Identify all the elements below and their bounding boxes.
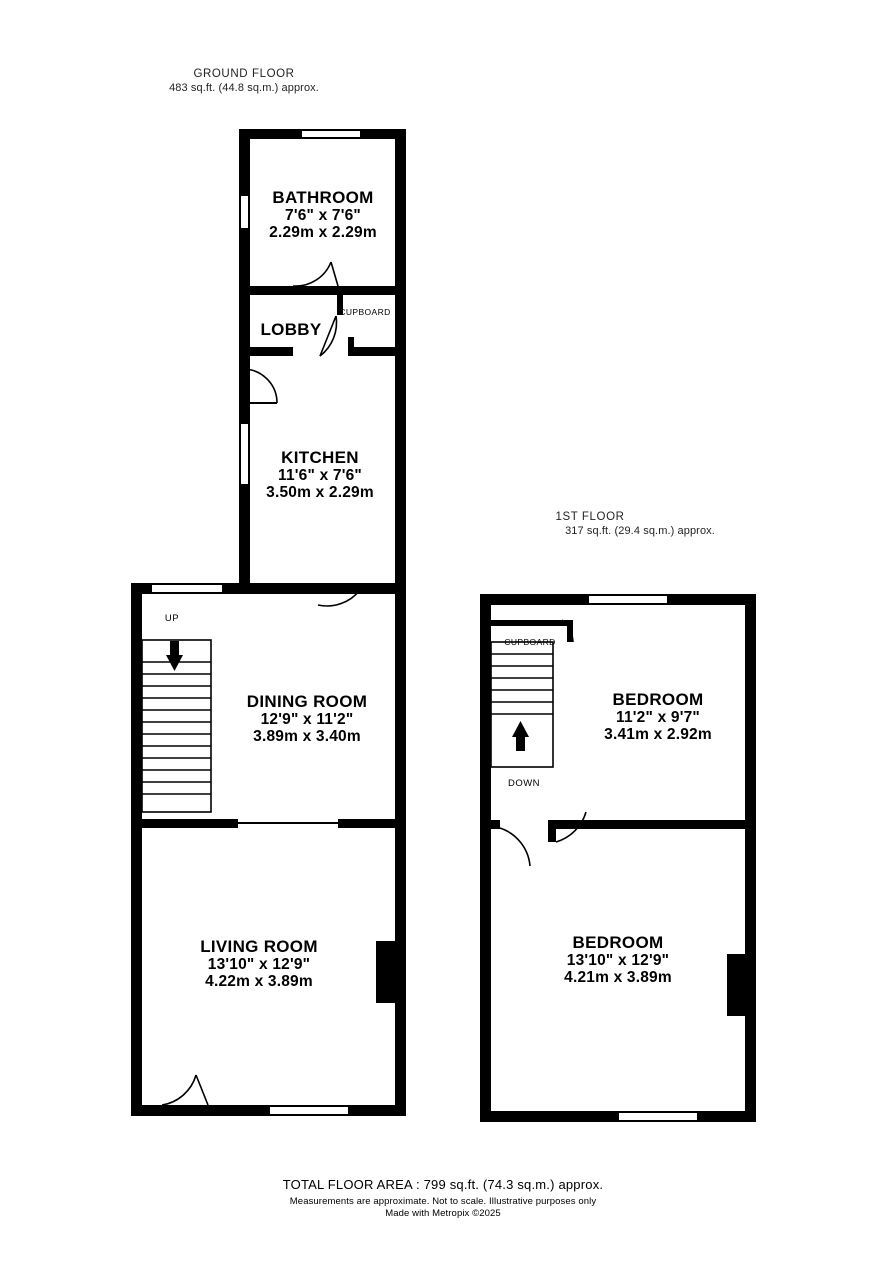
wall-first-right [745,594,756,1122]
wall-lobby-bottom [250,347,293,356]
wall-cupboard-divider-lower [348,337,354,356]
window-dining-top [152,583,222,594]
wall-living-chimney [376,941,396,1003]
stair-up-label: UP [164,613,180,624]
wall-first-cupboard [491,620,573,626]
wall-bedroom2-chimney [727,954,746,1016]
room-bedroom2-metric: 4.21m x 3.89m [564,969,672,987]
room-lobby-name: LOBBY [260,320,322,339]
room-dining-metric: 3.89m x 3.40m [253,728,361,746]
room-bedroom2-name: BEDROOM [572,933,664,952]
first-floor-area: 317 sq.ft. (29.4 sq.m.) approx. [565,525,715,537]
wall-landing-post [548,820,556,842]
cupboard-label-first: CUPBOARD [504,637,556,647]
wall-bedroom-divider-right [548,820,756,829]
room-dining-name: DINING ROOM [246,692,368,711]
room-bedroom2-imperial: 13'10" x 12'9" [566,952,670,970]
window-bathroom-top [302,129,360,139]
room-living-metric: 4.22m x 3.89m [205,973,313,991]
window-kitchen-left [239,424,250,484]
ground-floor-area: 483 sq.ft. (44.8 sq.m.) approx. [169,82,319,94]
window-bedroom2-bottom [619,1111,697,1122]
room-bedroom2 [528,933,708,987]
wall-dining-right [395,583,406,1116]
stair-down-label: DOWN [507,778,541,789]
total-floor-area: TOTAL FLOOR AREA : 799 sq.ft. (74.3 sq.m.) approx. [282,1177,604,1192]
cupboard-label-ground: CUPBOARD [339,307,391,317]
wall-first-bottom [480,1111,756,1122]
wall-dining-left [131,583,142,1116]
wall-ground-right-upper [395,129,406,590]
room-dining-imperial: 12'9" x 11'2" [260,711,354,729]
room-bedroom1-metric: 3.41m x 2.92m [604,726,712,744]
staircase-ground [142,640,211,812]
room-living-imperial: 13'10" x 12'9" [207,956,311,974]
wall-first-bedroom-stub [480,820,500,829]
wall-dining-living-left [131,819,238,828]
ground-floor-title: GROUND FLOOR [193,68,295,80]
room-living [169,937,349,991]
wall-first-left [480,594,491,1122]
room-kitchen-imperial: 11'6" x 7'6" [278,467,362,485]
wall-first-cupboard-right [567,620,573,642]
wall-living-bottom [131,1105,406,1116]
window-bedroom1-top [589,594,667,605]
room-dining [221,692,393,746]
wall-dining-living-right [338,819,406,828]
wall-lobby-bottom-right [348,347,395,356]
room-bathroom [253,188,393,242]
room-bedroom1-name: BEDROOM [612,690,704,709]
room-bedroom1-imperial: 11'2" x 9'7" [616,709,700,727]
room-bathroom-name: BATHROOM [272,188,374,207]
window-living-bottom [270,1105,348,1116]
window-bathroom-left [239,196,250,228]
room-bathroom-imperial: 7'6" x 7'6" [285,207,361,225]
room-kitchen-metric: 3.50m x 2.29m [266,484,374,502]
footer-credit: Made with Metropix ©2025 [385,1208,501,1219]
room-living-name: LIVING ROOM [200,937,318,956]
wall-kitchen-door-stub [352,583,406,594]
room-bathroom-metric: 2.29m x 2.29m [269,224,377,242]
wall-bathroom-lobby [250,286,395,295]
first-floor-title: 1ST FLOOR [555,511,625,523]
opening-dining-living [238,822,338,824]
room-bedroom1 [568,690,748,744]
footer-disclaimer: Measurements are approximate. Not to scale. Illustrative purposes only [289,1196,597,1207]
room-kitchen [250,448,390,502]
room-kitchen-name: KITCHEN [281,448,359,467]
